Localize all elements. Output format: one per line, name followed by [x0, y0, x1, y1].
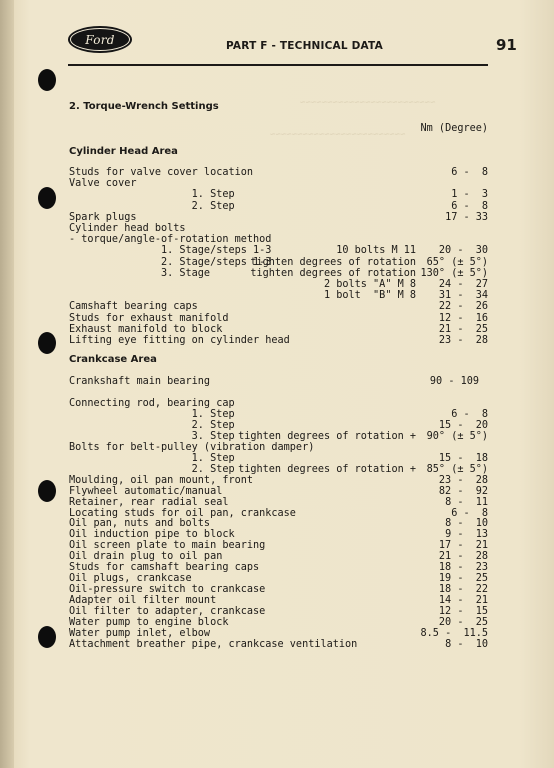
row-condition: tighten degrees of rotation + [238, 463, 416, 475]
row-label: 2. Stage/steps 1-3 [69, 256, 272, 268]
row-label: Spark plugs [69, 211, 137, 223]
bleed-through-text: ~~~~~~~~~~~~~~~~~~~~~~~~~ [300, 98, 436, 108]
row-label: Exhaust manifold to block [69, 323, 223, 335]
crankcase-title: Crankcase Area [69, 354, 157, 365]
punch-hole [38, 69, 56, 91]
row-condition: tighten degrees of rotation + [238, 430, 416, 442]
punch-hole [38, 187, 56, 209]
row-label: Locating studs for oil pan, crankcase [69, 507, 296, 519]
row-value: 12 - 16 [438, 312, 488, 324]
row-value: 17 - 33 [445, 211, 488, 223]
row-label: Oil drain plug to oil pan [69, 551, 223, 563]
row-value: 23 - 28 [438, 335, 488, 346]
row-value: 21 - 28 [438, 551, 488, 563]
ford-logo-text: Ford [70, 28, 130, 51]
row-value: 65° (± 5°) [426, 256, 488, 268]
row-value: 6 - 8 [451, 167, 488, 178]
row-value: 18 - 23 [438, 562, 488, 574]
row-label: Camshaft bearing caps [69, 301, 198, 313]
row-label: Oil induction pipe to block [69, 529, 235, 541]
row-label: Water pump to engine block [69, 617, 229, 628]
page-number: 91 [496, 36, 517, 54]
page-header-title: PART F - TECHNICAL DATA [226, 40, 383, 52]
row-value: 14 - 21 [438, 595, 488, 607]
row-label: Retainer, rear radial seal [69, 496, 229, 508]
row-value: 21 - 25 [438, 323, 488, 335]
row-label: Attachment breather pipe, crankcase ventilation [69, 638, 358, 650]
row-value: 9 - 13 [445, 529, 488, 541]
row-value: 130° (± 5°) [420, 267, 488, 279]
row-label: Flywheel automatic/manual [69, 485, 223, 497]
row-value: 90° (± 5°) [426, 430, 488, 442]
row-value: 1 - 3 [451, 189, 488, 201]
row-label: Oil screen plate to main bearing [69, 540, 266, 552]
row-label: Moulding, oil pan mount, front [69, 474, 254, 486]
row-label: Studs for valve cover location [69, 167, 254, 178]
row-label: - torque/angle-of-rotation method [69, 234, 272, 246]
row-label: 1. Step [69, 452, 235, 464]
row-label: Studs for exhaust manifold [69, 312, 229, 324]
main-bearing-label: Crankshaft main bearing [69, 376, 211, 387]
row-label: Cylinder head bolts [69, 223, 186, 234]
row-label: Water pump inlet, elbow [69, 627, 211, 639]
row-label: Oil plugs, crankcase [69, 573, 192, 585]
row-condition: 10 bolts M 11 [336, 245, 416, 257]
row-value: 31 - 34 [438, 290, 488, 302]
row-label: 1. Step [69, 189, 235, 201]
row-label: 2. Step [69, 200, 235, 212]
row-value: 8 - 10 [445, 638, 488, 650]
header-rule [68, 64, 488, 66]
cylinder-head-title: Cylinder Head Area [69, 146, 178, 157]
row-value: 23 - 28 [438, 474, 488, 486]
row-value: 8.5 - 11.5 [420, 627, 488, 639]
row-value: 6 - 8 [451, 507, 488, 519]
row-label: Valve cover [69, 178, 137, 190]
unit-header: Nm (Degree) [420, 123, 488, 134]
row-condition: tighten degrees of rotation [250, 256, 416, 268]
row-label: Adapter oil filter mount [69, 595, 217, 607]
row-label: Bolts for belt-pulley (vibration damper) [69, 441, 315, 453]
row-label: Connecting rod, bearing cap [69, 398, 235, 409]
row-condition: 1 bolt "B" M 8 [323, 290, 416, 302]
row-label: Oil pan, nuts and bolts [69, 518, 211, 530]
row-value: 17 - 21 [438, 540, 488, 552]
section-title: 2. Torque-Wrench Settings [69, 101, 219, 112]
row-value: 18 - 22 [438, 584, 488, 596]
row-value: 85° (± 5°) [426, 463, 488, 475]
row-value: 24 - 27 [438, 279, 488, 290]
ford-logo [68, 26, 132, 53]
row-value: 20 - 30 [438, 245, 488, 257]
row-value: 15 - 18 [438, 452, 488, 464]
row-value: 12 - 15 [438, 606, 488, 618]
row-value: 6 - 8 [451, 408, 488, 420]
row-label: 3. Step [69, 430, 235, 442]
row-value: 8 - 11 [445, 496, 488, 508]
row-value: 6 - 8 [451, 200, 488, 212]
row-label: Studs for camshaft bearing caps [69, 562, 260, 574]
row-label: 3. Stage [69, 267, 211, 279]
row-label: Oil filter to adapter, crankcase [69, 606, 266, 618]
row-value: 15 - 20 [438, 419, 488, 431]
binding-edge [0, 0, 14, 768]
row-label: Lifting eye fitting on cylinder head [69, 335, 290, 346]
row-value: 20 - 25 [438, 617, 488, 628]
row-label: 1. Stage/steps 1-3 [69, 245, 272, 257]
row-value: 19 - 25 [438, 573, 488, 585]
row-value: 22 - 26 [438, 301, 488, 313]
row-value: 82 - 92 [438, 485, 488, 497]
row-condition: tighten degrees of rotation [250, 267, 416, 279]
row-label: 2. Step [69, 419, 235, 431]
punch-hole [38, 332, 56, 354]
row-label: 1. Step [69, 408, 235, 420]
main-bearing-value: 90 - 109 [429, 376, 479, 387]
row-label: 2. Step [69, 463, 235, 475]
row-label: Oil-pressure switch to crankcase [69, 584, 266, 596]
punch-hole [38, 626, 56, 648]
punch-hole [38, 480, 56, 502]
row-value: 8 - 10 [445, 518, 488, 530]
bleed-through-text: ~~~~~~~~~~~~~~~~~~~~~~~~~ [270, 130, 406, 140]
row-condition: 2 bolts "A" M 8 [323, 279, 416, 290]
